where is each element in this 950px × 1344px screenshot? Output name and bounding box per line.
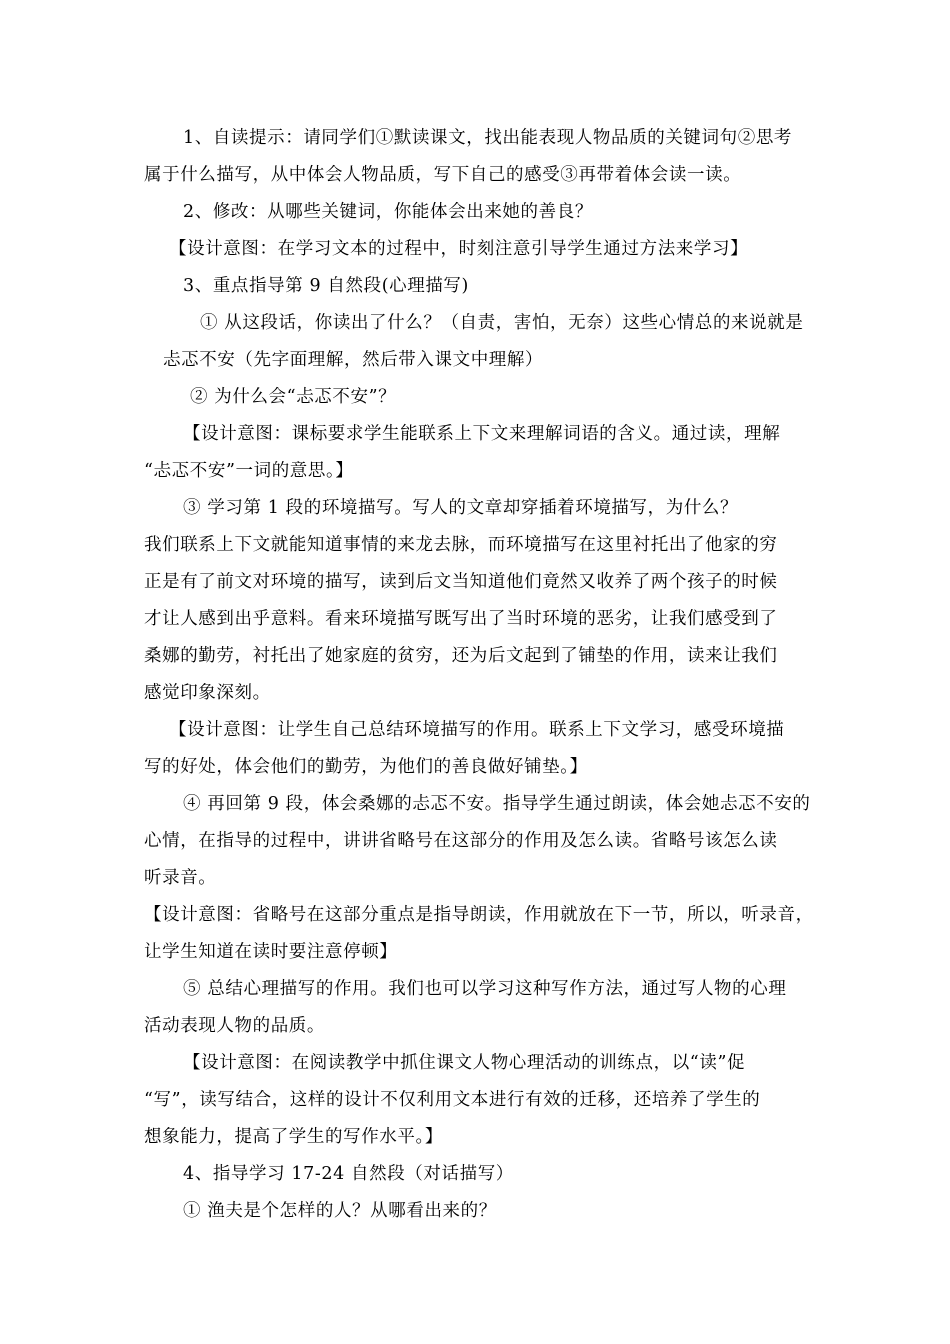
- text-line: “写”，读写结合，这样的设计不仅利用文本进行有效的迁移，还培养了学生的: [144, 1090, 761, 1110]
- text-line: 感觉印象深刻。: [144, 683, 271, 703]
- text-line: 桑娜的勤劳，衬托出了她家庭的贫穷，还为后文起到了铺垫的作用，读来让我们: [144, 646, 778, 666]
- text-line: 我们联系上下文就能知道事情的来龙去脉，而环境描写在这里衬托出了他家的穷: [144, 535, 778, 555]
- text-line: “忐忑不安”一词的意思。】: [144, 461, 354, 481]
- text-line: ⑤ 总结心理描写的作用。我们也可以学习这种写作方法，通过写人物的心理: [183, 979, 787, 999]
- text-line: ④ 再回第 9 段，体会桑娜的忐忑不安。指导学生通过朗读，体会她忐忑不安的: [183, 794, 811, 814]
- text-line: 才让人感到出乎意料。看来环境描写既写出了当时环境的恶劣，让我们感受到了: [144, 609, 778, 629]
- text-line: 3、重点指导第 9 自然段(心理描写): [183, 276, 469, 296]
- text-line: 1、自读提示：请同学们①默读课文，找出能表现人物品质的关键词句②思考: [183, 128, 793, 148]
- text-line: 心情，在指导的过程中，讲讲省略号在这部分的作用及怎么读。省略号该怎么读: [144, 831, 778, 851]
- text-line: 【设计意图：让学生自己总结环境描写的作用。联系上下文学习，感受环境描: [169, 720, 785, 740]
- text-line: 【设计意图：省略号在这部分重点是指导朗读，作用就放在下一节，所以，听录音，: [144, 905, 814, 925]
- text-line: ① 渔夫是个怎样的人？从哪看出来的？: [183, 1201, 497, 1221]
- text-line: 【设计意图：在学习文本的过程中，时刻注意引导学生通过方法来学习】: [169, 239, 749, 259]
- text-line: ① 从这段话，你读出了什么？（自责，害怕，无奈）这些心情总的来说就是: [200, 313, 804, 333]
- text-line: 写的好处，体会他们的勤劳，为他们的善良做好铺垫。】: [144, 757, 588, 777]
- text-line: 想象能力，提高了学生的写作水平。】: [144, 1127, 443, 1147]
- text-line: ② 为什么会“忐忑不安”？: [190, 387, 397, 407]
- text-line: 忐忑不安（先字面理解，然后带入课文中理解）: [163, 350, 544, 370]
- text-line: 活动表现人物的品质。: [144, 1016, 325, 1036]
- text-line: 听录音。: [144, 868, 217, 888]
- text-line: 正是有了前文对环境的描写，读到后文当知道他们竟然又收养了两个孩子的时候: [144, 572, 778, 592]
- text-line: ③ 学习第 1 段的环境描写。写人的文章却穿插着环境描写，为什么？: [183, 498, 739, 518]
- text-line: 【设计意图：课标要求学生能联系上下文来理解词语的含义。通过读，理解: [183, 424, 781, 444]
- text-line: 属于什么描写，从中体会人物品质，写下自己的感受③再带着体会读一读。: [144, 165, 742, 185]
- text-line: 4、指导学习 17-24 自然段（对话描写）: [183, 1164, 514, 1184]
- text-line: 【设计意图：在阅读教学中抓住课文人物心理活动的训练点，以“读”促: [183, 1053, 746, 1073]
- text-line: 让学生知道在读时要注意停顿】: [144, 942, 398, 962]
- text-line: 2、修改：从哪些关键词，你能体会出来她的善良？: [183, 202, 593, 222]
